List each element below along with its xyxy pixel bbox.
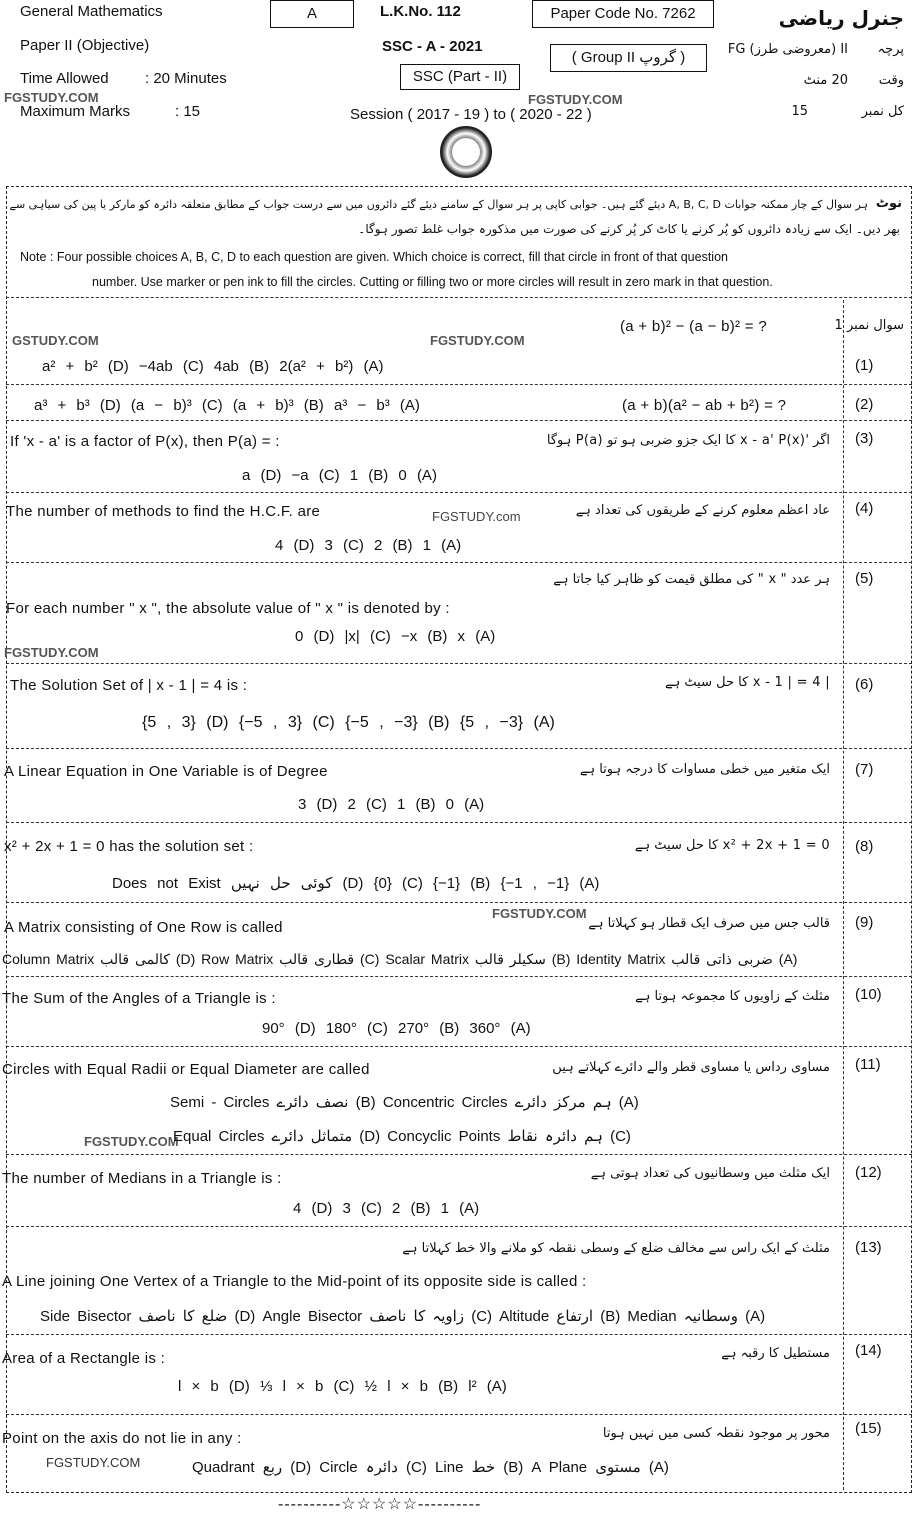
question-11-urdu: مساوی رداس یا مساوی قطر والے دائرے کہلاتے ہیں	[552, 1060, 830, 1075]
question-5-number: (5)	[855, 570, 874, 587]
question-5-options: 0 (D) |x| (C) −x (B) x (A)	[295, 628, 496, 645]
marks-value: : 15	[175, 103, 201, 120]
question-9-urdu: قالب جس میں صرف ایک قطار ہو کہلاتا ہے	[588, 916, 830, 931]
divider	[6, 1226, 912, 1227]
question-3-urdu: اگر 'x - a' P(x) کا ایک جزو ضربی ہو تو P(a) ہوگا	[546, 433, 830, 448]
urdu-paper-value: II (معروضی طرز) FG	[727, 42, 848, 57]
question-13-options: Side Bisector ضلع کا ناصف (D) Angle Bisector زاویہ کا ناصف (C) Altitude ارتفاع (B) Median وسطانیہ (A)	[40, 1308, 766, 1325]
question-15-text: Point on the axis do not lie in any :	[2, 1430, 242, 1447]
note-english-line1: Note : Four possible choices A, B, C, D to each question are given. Which choice is correct, fill that circle in front of that question	[20, 250, 728, 264]
watermark: FGSTUDY.COM	[430, 333, 525, 348]
note-urdu-label: نوٹ	[875, 196, 902, 211]
question-13-urdu: مثلث کے ایک راس سے مخالف ضلع کے وسطی نقطہ کو ملانے والا خط کہلاتا ہے	[402, 1241, 830, 1256]
ssc-year: SSC - A - 2021	[382, 38, 483, 55]
question-10-urdu: مثلث کے زاویوں کا مجموعہ ہوتا ہے	[635, 989, 830, 1004]
question-7-text: A Linear Equation in One Variable is of Degree	[4, 763, 328, 780]
lk-number: L.K.No. 112	[380, 3, 461, 20]
urdu-title: جنرل ریاضی	[778, 6, 904, 30]
marks-label: Maximum Marks	[20, 103, 131, 120]
question-14-urdu: مستطیل کا رقبہ ہے	[721, 1346, 830, 1361]
divider	[6, 562, 912, 563]
time-value: : 20 Minutes	[145, 70, 227, 87]
question-2-options: a³ + b³ (D) (a − b)³ (C) (a + b)³ (B) a³ − b³ (A)	[34, 397, 420, 414]
question-11-text: Circles with Equal Radii or Equal Diameter are called	[2, 1061, 370, 1078]
question-10-number: (10)	[855, 986, 882, 1003]
question-15-options: Quadrant ربع (D) Circle دائرہ (C) Line خط (B) A Plane مستوی (A)	[192, 1459, 669, 1476]
time-label: Time Allowed	[20, 70, 109, 87]
question-7-number: (7)	[855, 761, 874, 778]
question-6-text: The Solution Set of | x - 1 | = 4 is :	[10, 677, 248, 694]
question-1-options: a² + b² (D) −4ab (C) 4ab (B) 2(a² + b²) (A)	[42, 358, 384, 375]
session: Session ( 2017 - 19 ) to ( 2020 - 22 )	[350, 106, 592, 123]
paper-code-box: Paper Code No. 7262	[532, 0, 714, 28]
watermark: FGSTUDY.COM	[528, 92, 623, 107]
divider	[6, 297, 912, 298]
question-15-urdu: محور پر موجود نقطہ کسی میں نہیں ہوتا	[602, 1426, 830, 1441]
question-3-options: a (D) −a (C) 1 (B) 0 (A)	[242, 467, 437, 484]
watermark: FGSTUDY.COM	[46, 1455, 141, 1470]
question-15-number: (15)	[855, 1420, 882, 1437]
question-5-text: For each number " x ", the absolute value of " x " is denoted by :	[6, 600, 450, 617]
question-1-text: (a + b)² − (a − b)² = ?	[620, 318, 767, 335]
watermark: FGSTUDY.COM	[84, 1134, 179, 1149]
question-12-urdu: ایک مثلث میں وسطانیوں کی تعداد ہوتی ہے	[590, 1166, 830, 1181]
question-12-number: (12)	[855, 1164, 882, 1181]
question-6-options: {5 , 3} (D) {−5 , 3} (C) {−5 , −3} (B) {5 , −3} (A)	[142, 714, 555, 731]
urdu-marks-value: 15	[791, 104, 808, 119]
question-1-number: (1)	[855, 357, 874, 374]
question-3-number: (3)	[855, 430, 874, 447]
question-7-urdu: ایک متغیر میں خطی مساوات کا درجہ ہوتا ہے	[579, 762, 830, 777]
urdu-marks-label: کل نمبر	[861, 104, 904, 119]
divider	[6, 492, 912, 493]
divider	[6, 1334, 912, 1335]
question-2-text: (a + b)(a² − ab + b²) = ?	[622, 397, 787, 414]
watermark: FGSTUDY.COM	[4, 90, 99, 105]
note-urdu-line2: بھر دیں۔ ایک سے زیادہ دائروں کو پُر کرنے یا کاٹ کر پُر کرنے کی صورت میں مذکورہ جواب غلط تصور ہوگا۔	[358, 222, 900, 236]
urdu-paper-label: پرچہ	[877, 42, 904, 57]
question-label-urdu: سوال نمبر 1	[834, 318, 904, 333]
question-14-text: Area of a Rectangle is :	[2, 1350, 166, 1367]
urdu-time-value: 20 منٹ	[803, 73, 848, 88]
question-8-options: Does not Exist کوئی حل نہیں (D) {0} (C) {−1} (B) {−1 , −1} (A)	[112, 875, 600, 892]
divider	[6, 748, 912, 749]
question-12-text: The number of Medians in a Triangle is :	[2, 1170, 282, 1187]
watermark: GSTUDY.COM	[12, 333, 99, 348]
question-14-options: l × b (D) ⅓ l × b (C) ½ l × b (B) l² (A)	[178, 1378, 507, 1395]
footer-stars: ----------☆☆☆☆☆----------	[278, 1496, 482, 1513]
divider	[6, 822, 912, 823]
watermark: FGSTUDY.COM	[492, 906, 587, 921]
watermark: FGSTUDY.COM	[4, 645, 99, 660]
watermark: FGSTUDY.com	[432, 509, 521, 524]
note-english-line2: number. Use marker or pen ink to fill the circles. Cutting or filling two or more circles will result in zero mark in that question.	[92, 275, 773, 289]
divider	[6, 1414, 912, 1415]
note-urdu-line1: ہر سوال کے چار ممکنہ جوابات A, B, C, D دیئے گئے ہیں۔ جوابی کاپی پر ہر سوال کے سامنے دیئے گئے دائروں میں سے درست جواب کے مطابق متعلقہ دائرہ کو مارکر یا پین کی سیاہی سے	[9, 198, 868, 211]
board-seal-icon	[440, 126, 492, 178]
divider	[6, 420, 912, 421]
question-14-number: (14)	[855, 1342, 882, 1359]
question-4-urdu: عاد اعظم معلوم کرنے کے طریقوں کی تعداد ہے	[575, 503, 830, 518]
ssc-part-box: SSC (Part - II)	[400, 64, 520, 90]
question-11-number: (11)	[855, 1056, 881, 1073]
divider	[6, 976, 912, 977]
question-10-options: 90° (D) 180° (C) 270° (B) 360° (A)	[262, 1020, 531, 1037]
question-4-options: 4 (D) 3 (C) 2 (B) 1 (A)	[275, 537, 462, 554]
question-8-text: x² + 2x + 1 = 0 has the solution set :	[4, 838, 254, 855]
question-9-number: (9)	[855, 914, 874, 931]
version-box: A	[270, 0, 354, 28]
question-13-text: A Line joining One Vertex of a Triangle to the Mid-point of its opposite side is called :	[2, 1273, 587, 1290]
number-column-divider	[843, 300, 844, 1490]
divider	[6, 384, 912, 385]
urdu-time-label: وقت	[878, 73, 904, 88]
question-6-number: (6)	[855, 676, 874, 693]
divider	[6, 663, 912, 664]
divider	[6, 902, 912, 903]
question-11-options-row1: Semi - Circles نصف دائرے (B) Concentric Circles ہم مرکز دائرے (A)	[170, 1094, 639, 1111]
question-13-number: (13)	[855, 1239, 882, 1256]
question-3-text: If 'x - a' is a factor of P(x), then P(a) = :	[10, 433, 280, 450]
divider	[6, 1046, 912, 1047]
paper-label: Paper II (Objective)	[20, 37, 150, 54]
question-11-options-row2: Equal Circles متماثل دائرے (D) Concyclic Points ہم دائرہ نقاط (C)	[173, 1128, 631, 1145]
question-6-urdu: | x - 1 | = 4 کا حل سیٹ ہے	[665, 675, 830, 690]
question-4-text: The number of methods to find the H.C.F. are	[6, 503, 321, 520]
question-9-text: A Matrix consisting of One Row is called	[4, 919, 283, 936]
question-4-number: (4)	[855, 500, 874, 517]
question-7-options: 3 (D) 2 (C) 1 (B) 0 (A)	[298, 796, 485, 813]
question-5-urdu: ہر عدد " x " کی مطلق قیمت کو ظاہر کیا جاتا ہے	[553, 572, 830, 587]
divider	[6, 1154, 912, 1155]
group-box: ( Group II گروپ )	[550, 44, 707, 72]
question-2-number: (2)	[855, 396, 874, 413]
subject-title: General Mathematics	[20, 3, 163, 20]
question-12-options: 4 (D) 3 (C) 2 (B) 1 (A)	[293, 1200, 480, 1217]
question-8-urdu: x² + 2x + 1 = 0 کا حل سیٹ ہے	[634, 838, 830, 853]
question-10-text: The Sum of the Angles of a Triangle is :	[2, 990, 276, 1007]
question-8-number: (8)	[855, 838, 874, 855]
question-9-options: Column Matrix کالمی قالب (D) Row Matrix قطاری قالب (C) Scalar Matrix سکیلر قالب (B) Identity Matrix ضربی ذاتی قالب (A)	[2, 951, 798, 967]
